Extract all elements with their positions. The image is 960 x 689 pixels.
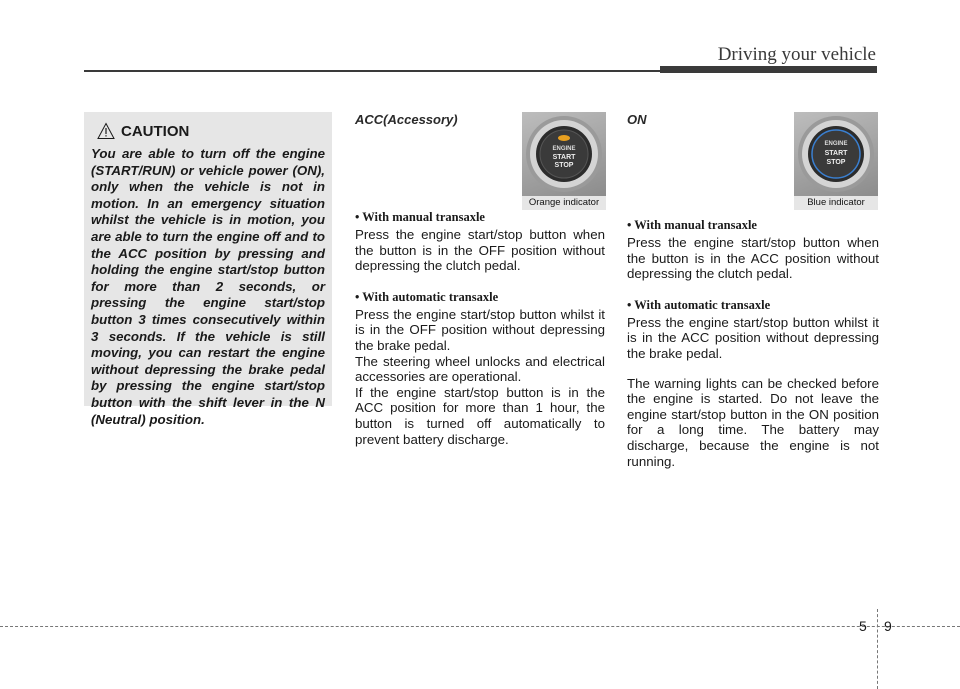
caution-box	[84, 112, 332, 427]
on-section	[627, 112, 879, 469]
caution-text: You are able to turn off the engine (START/RUN) or vehicle power (ON), only when the vehicle is not in motion. In an emergency situation whilst the vehicle is in motion, you are able to turn the engine off and to the ACC position by pressing and holding the engine start/stop button for more than 2 seconds, or pressing the engine start/stop button 3 times consecutively within 3 seconds. If the vehicle is still moving, you can restart the engine without depressing the brake pedal by pressing the engine start/stop button with the shift lever in the N (Neutral) position.	[91, 146, 325, 427]
acc-section	[355, 112, 605, 447]
svg-text:ENGINE: ENGINE	[824, 141, 848, 147]
engine-button-orange-image	[522, 112, 606, 196]
chapter-number: 5	[859, 618, 867, 634]
acc-auto-text: Press the engine start/stop button whilst it is in the OFF position without depressing the brake pedal.	[355, 306, 605, 353]
on-manual-text: Press the engine start/stop button when the button is in the ACC position without depressing the clutch pedal.	[627, 235, 879, 282]
acc-manual-heading: • With manual transaxle	[355, 210, 485, 224]
acc-photo-caption: Orange indicator	[522, 196, 606, 210]
on-photo	[794, 112, 878, 210]
on-manual-heading: • With manual transaxle	[627, 218, 757, 232]
svg-text:START: START	[552, 154, 576, 161]
acc-title: ACC(Accessory)	[355, 112, 458, 127]
footer-dashed-divider	[877, 609, 878, 689]
acc-note-steering: The steering wheel unlocks and electrical accessories are operational.	[355, 353, 605, 385]
svg-text:START: START	[824, 150, 848, 157]
on-auto-text: Press the engine start/stop button whilst it is in the ACC position without depressing the brake pedal.	[627, 314, 879, 361]
caution-title: CAUTION	[121, 122, 190, 140]
warning-triangle-icon	[97, 122, 115, 140]
on-title: ON	[627, 112, 647, 127]
svg-text:STOP: STOP	[554, 162, 574, 169]
svg-text:STOP: STOP	[826, 159, 846, 166]
footer-dashed-rule	[0, 626, 960, 627]
caution-heading	[97, 120, 325, 142]
acc-note-timeout: If the engine start/stop button is in the ACC position for more than 1 hour, the button is turned off automatically to prevent battery discharge.	[355, 384, 605, 447]
header-rule-thick	[660, 66, 877, 73]
on-photo-caption: Blue indicator	[794, 196, 878, 210]
orange-indicator-light	[558, 135, 570, 141]
acc-photo	[522, 112, 606, 210]
svg-text:ENGINE: ENGINE	[552, 146, 576, 152]
chapter-title: Driving your vehicle	[717, 44, 876, 65]
header-rule-thin	[84, 70, 660, 72]
page-number: 9	[884, 618, 892, 634]
engine-button-blue-image	[794, 112, 878, 196]
acc-manual-text: Press the engine start/stop button when the button is in the OFF position without depressing the clutch pedal.	[355, 227, 605, 274]
on-auto-heading: • With automatic transaxle	[627, 297, 771, 312]
acc-auto-heading: • With automatic transaxle	[355, 289, 499, 304]
on-note-warning: The warning lights can be checked before the engine is started. Do not leave the engine start/stop button in the ON position for a long time. The battery may discharge, because the engine is not running.	[627, 375, 879, 469]
